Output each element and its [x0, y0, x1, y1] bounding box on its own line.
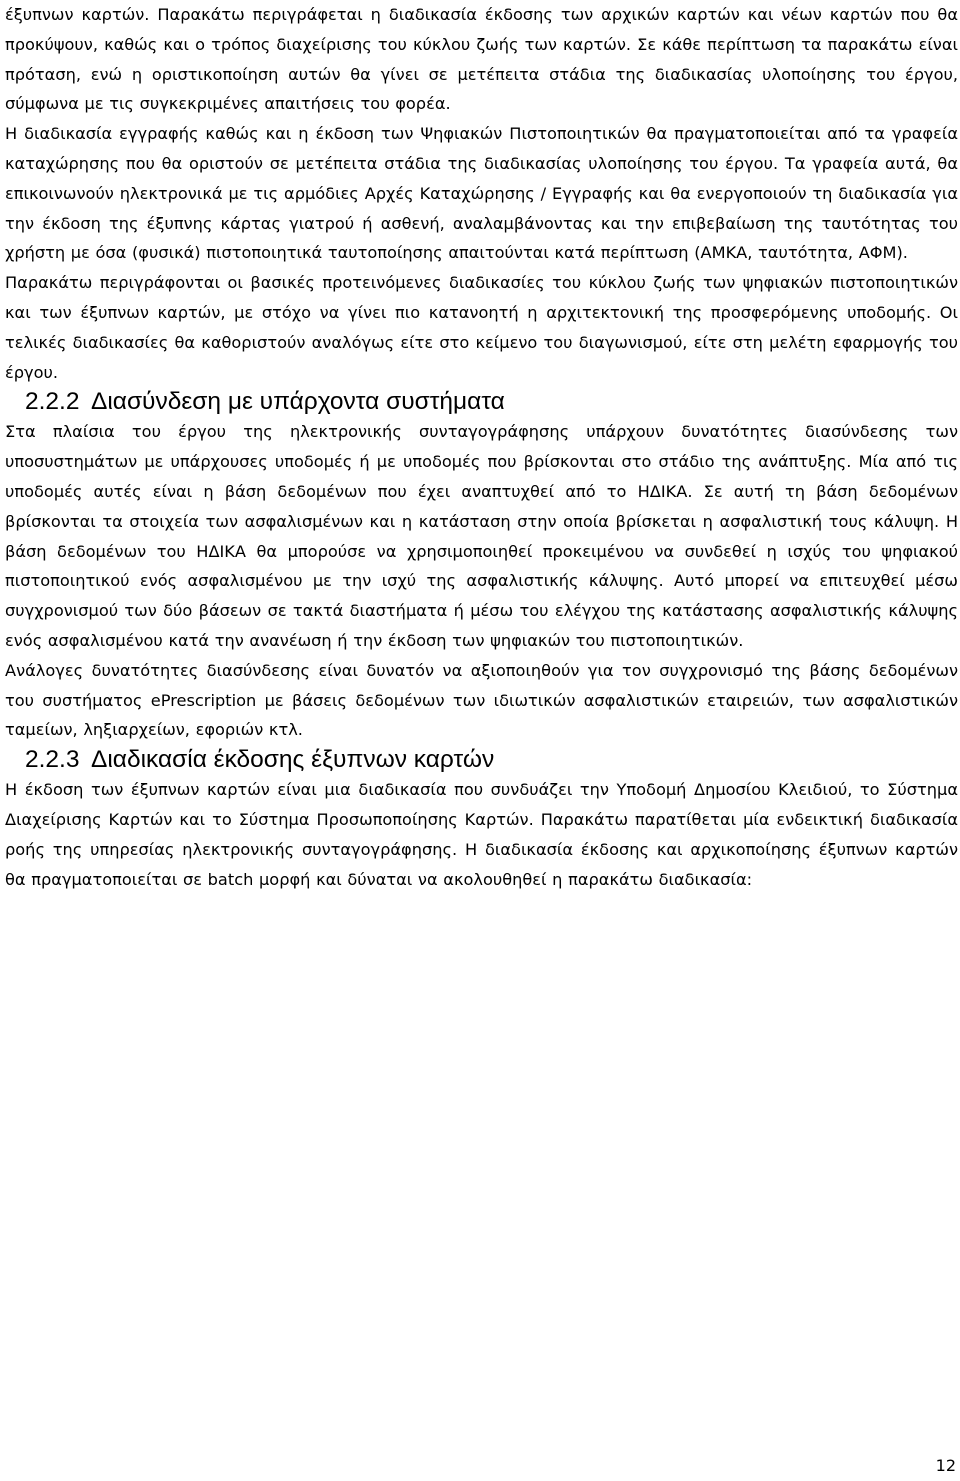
page-number: 12	[935, 1456, 956, 1475]
section-title: Διασύνδεση με υπάρχοντα συστήματα	[90, 388, 505, 416]
section-number: 2.2.2	[25, 388, 80, 416]
section-number: 2.2.3	[25, 746, 80, 774]
lifecycle-paragraph: Παρακάτω περιγράφονται οι βασικές προτεινόμενες διαδικασίες του κύκλου ζωής των ψηφιακών πιστοποιητικών και των έξυπνων καρτών, με στόχο να γίνει πιο κατανοητή η αρχιτεκτονική της προσφερόμενης υποδομής. Οι τελικές διαδικασίες θα καθοριστούν αναλόγως είτε στο κείμενο του διαγωνισμού, είτε στη μελέτη εφαρμογής του έργου.	[5, 273, 958, 382]
section-title: Διαδικασία έκδοσης έξυπνων καρτών	[90, 746, 495, 774]
document-page	[5, 0, 958, 894]
integration-paragraph-2: Ανάλογες δυνατότητες διασύνδεσης είναι δυνατόν να αξιοποιηθούν για τον συγχρονισμό της βάσης δεδομένων του συστήματος ePrescription με βάσεις δεδομένων των ιδιωτικών ασφαλιστικών εταιρειών, των ασφαλιστικών ταμείων, ληξιαρχείων, εφοριών κτλ.	[5, 660, 958, 740]
intro-paragraph: έξυπνων καρτών. Παρακάτω περιγράφεται η διαδικασία έκδοσης των αρχικών καρτών και νέων καρτών που θα προκύψουν, καθώς και ο τρόπος διαχείρισης του κύκλου ζωής των καρτών. Σε κάθε περίπτωση τα παρακάτω είναι πρόταση, ενώ η οριστικοποίηση αυτών θα γίνει σε μετέπειτα στάδια της διαδικασίας υλοποίησης του έργου, σύμφωνα με τις συγκεκριμένες απαιτήσεις του φορέα.	[5, 5, 958, 114]
card-issuance-paragraph: Η έκδοση των έξυπνων καρτών είναι μια διαδικασία που συνδυάζει την Υποδομή Δημοσίου Κλειδιού, το Σύστημα Διαχείρισης Καρτών και το Σύστημα Προσωποποίησης Καρτών. Παρακάτω παρατίθεται μία ενδεικτική διαδικασία ροής της υπηρεσίας ηλεκτρονικής συνταγογράφησης. Η διαδικασία έκδοσης και αρχικοποίησης έξυπνων καρτών θα πραγματοποιείται σε batch μορφή και δύναται να ακολουθηθεί η παρακάτω διαδικασία:	[5, 780, 958, 889]
integration-paragraph-1: Στα πλαίσια του έργου της ηλεκτρονικής συνταγογράφησης υπάρχουν δυνατότητες διασύνδεσης των υποσυστημάτων με υπάρχουσες υποδομές ή με υποδομές που βρίσκονται στο στάδιο της ανάπτυξης. Μία από τις υποδομές αυτές είναι η βάση δεδομένων που έχει αναπτυχθεί από το ΗΔΙΚΑ. Σε αυτή τη βάση δεδομένων βρίσκονται τα στοιχεία των ασφαλισμένων και η κατάσταση στην οποία βρίσκεται η ασφαλιστική τους κάλυψη. Η βάση δεδομένων του ΗΔΙΚΑ θα μπορούσε να χρησιμοποιηθεί προκειμένου να συνδεθεί η ισχύς του ψηφιακού πιστοποιητικού ενός ασφαλισμένου με την ισχύ της ασφαλιστικής κάλυψης. Αυτό μπορεί να επιτευχθεί μέσω συγχρονισμού των δύο βάσεων σε τακτά διαστήματα ή μέσω του ελέγχου της κατάστασης ασφαλιστικής κάλυψης ενός ασφαλισμένου κατά την ανανέωση ή την έκδοση των ψηφιακών του πιστοποιητικών.	[5, 422, 958, 650]
section-heading-card-issuance	[5, 745, 958, 775]
section-heading-integration	[5, 387, 958, 417]
registration-paragraph: Η διαδικασία εγγραφής καθώς και η έκδοση των Ψηφιακών Πιστοποιητικών θα πραγματοποιείται από τα γραφεία καταχώρησης που θα οριστούν σε μετέπειτα στάδια της διαδικασίας υλοποίησης του έργου. Τα γραφεία αυτά, θα επικοινωνούν ηλεκτρονικά με τις αρμόδιες Αρχές Καταχώρησης / Εγγραφής και θα ενεργοποιούν τη διαδικασία για την έκδοση της έξυπνης κάρτας γιατρού ή ασθενή, αναλαμβάνοντας και την επιβεβαίωση της ταυτότητας του χρήστη με όσα (φυσικά) πιστοποιητικά ταυτοποίησης απαιτούνται κατά περίπτωση (ΑΜΚΑ, ταυτότητα, ΑΦΜ).	[5, 124, 958, 263]
